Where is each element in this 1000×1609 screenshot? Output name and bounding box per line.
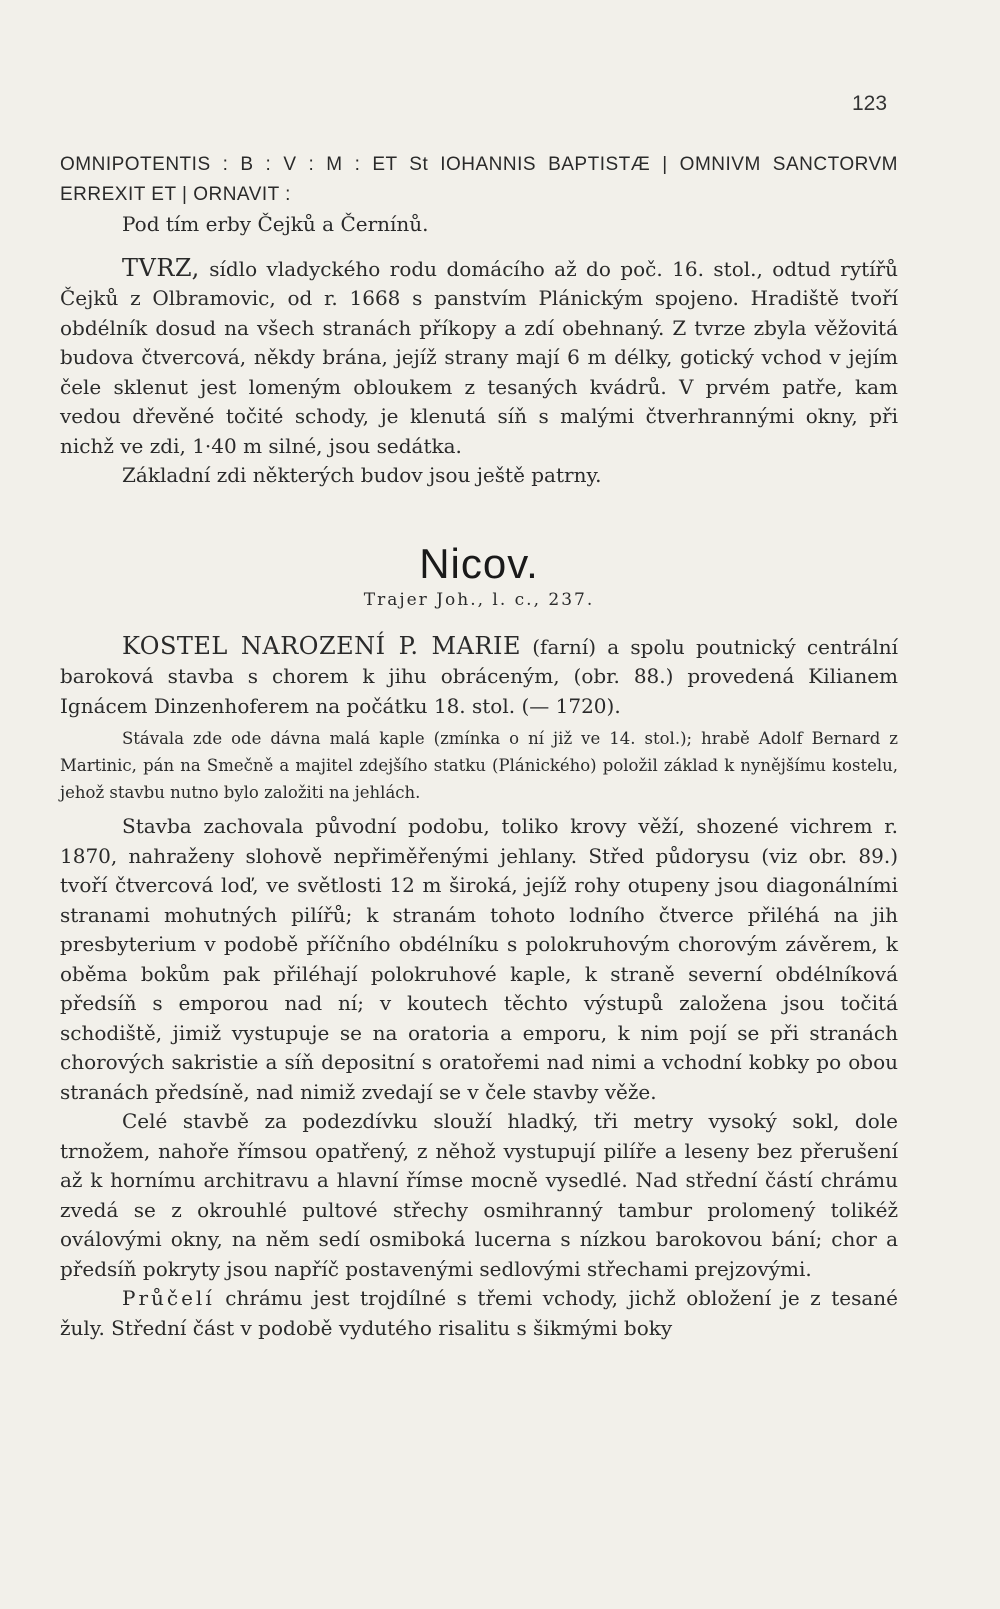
tvrz-text: sídlo vladyckého rodu domácího až do poč. 16. stol., odtud rytířů Čejků z Olbramovic, od r. 1668 s panstvím Plánickým spojeno. Hradiště tvoří obdélník dosud na všech stranách příkopy a zdí obehnaný. Z tvrze zbyla věžovitá budova čtvercová, někdy brána, jejíž strany mají 6 m délky, gotický vchod v jejím čele sklenut jest lomeným obloukem z tesaných kvádrů. V prvém patře, kam vedou dřevěné točité schody, je klenutá síň s malými čtverhrannými okny, při nichž ve zdi, 1·40 m silné, jsou sedátka. <box>60 256 898 458</box>
paragraph-structure: Stavba zachovala původní podobu, toliko krovy věží, shozené vichrem r. 1870, nahraženy slohově nepřiměřenými jehlany. Střed půdorysu (viz obr. 89.) tvoří čtvercová loď, ve světlosti 12 m široká, jejíž rohy otupeny jsou diagonálními stranami mohutných pilířů; k stranám tohoto lodního čtverce přiléhá na jih presbyterium v podobě příčního obdélníku s polokruhovým chorovým závěrem, k oběma bokům pak přiléhají polokruhové kaple, k straně severní obdélníková předsíň s emporou nad ní; v koutech těchto výstupů založena jsou točitá schodiště, jimiž vystupuje se na oratoria a emporu, k nim pojí se při stranách chorových sakristie a síň depositní s oratořemi nad nimi a vchodní kobky po obou stranách předsíně, nad nimiž zvedají se v čele stavby věže. <box>60 814 898 1104</box>
inscription: OMNIPOTENTIS : B : V : M : ET St IOHANNIS BAPTISTÆ | OMNIVM SANCTORVM ERREXIT ET | ORNAVIT : <box>60 154 898 205</box>
page-number: 123 <box>852 92 888 115</box>
history-note: Stávala zde ode dávna malá kaple (zmínka o ní již ve 14. stol.); hrabě Adolf Bernard z Martinic, pán na Smečně a majitel zdejšího statku (Plánického) položil základ k nynějšímu kostelu, jehož stavbu nutno bylo založiti na jehlách. <box>60 729 898 802</box>
inscription-note: Pod tím erby Čejků a Černínů. <box>122 212 429 236</box>
pruceli-lead: Průčelí <box>122 1286 215 1310</box>
section-title: Nicov. <box>419 539 539 587</box>
tvrz-paragraph <box>60 254 898 462</box>
kostel-paragraph <box>60 632 898 722</box>
text-body <box>60 150 898 1343</box>
kostel-text: (farní) a spolu poutnický centrální baroková stavba s chorem k jihu obráceným, (obr. 88.) provedená Kilianem Ignácem Dinzenhoferem na počátku 18. stol. (— 1720). <box>60 634 898 718</box>
section-reference: Trajer Joh., l. c., 237. <box>363 590 595 610</box>
pruceli-paragraph <box>60 1284 898 1343</box>
pruceli-text: chrámu jest trojdílné s třemi vchody, jichž obložení je z tesané žuly. Střední část v podobě vydutého risalitu s šikmými boky <box>60 1286 898 1340</box>
tvrz-lead: TVRZ, <box>122 253 200 282</box>
kostel-lead: KOSTEL NAROZENÍ P. MARIE <box>122 631 522 660</box>
tvrz-note: Základní zdi některých budov jsou ještě patrny. <box>122 463 602 487</box>
paragraph-exterior: Celé stavbě za podezdívku slouží hladký, tři metry vysoký sokl, dole trnožem, nahoře římsou opatřený, z něhož vystupují pilíře a leseny bez přerušení až k hornímu architravu a hlavní římse mocně vysedlé. Nad střední částí chrámu zvedá se z okrouhlé pultové střechy osmihranný tambur prolomený tolikéž oválovými okny, na něm sedí osmiboká lucerna s nízkou barokovou bání; chor a předsíň pokryty jsou napříč postavenými sedlovými střechami prejzovými. <box>60 1109 898 1281</box>
